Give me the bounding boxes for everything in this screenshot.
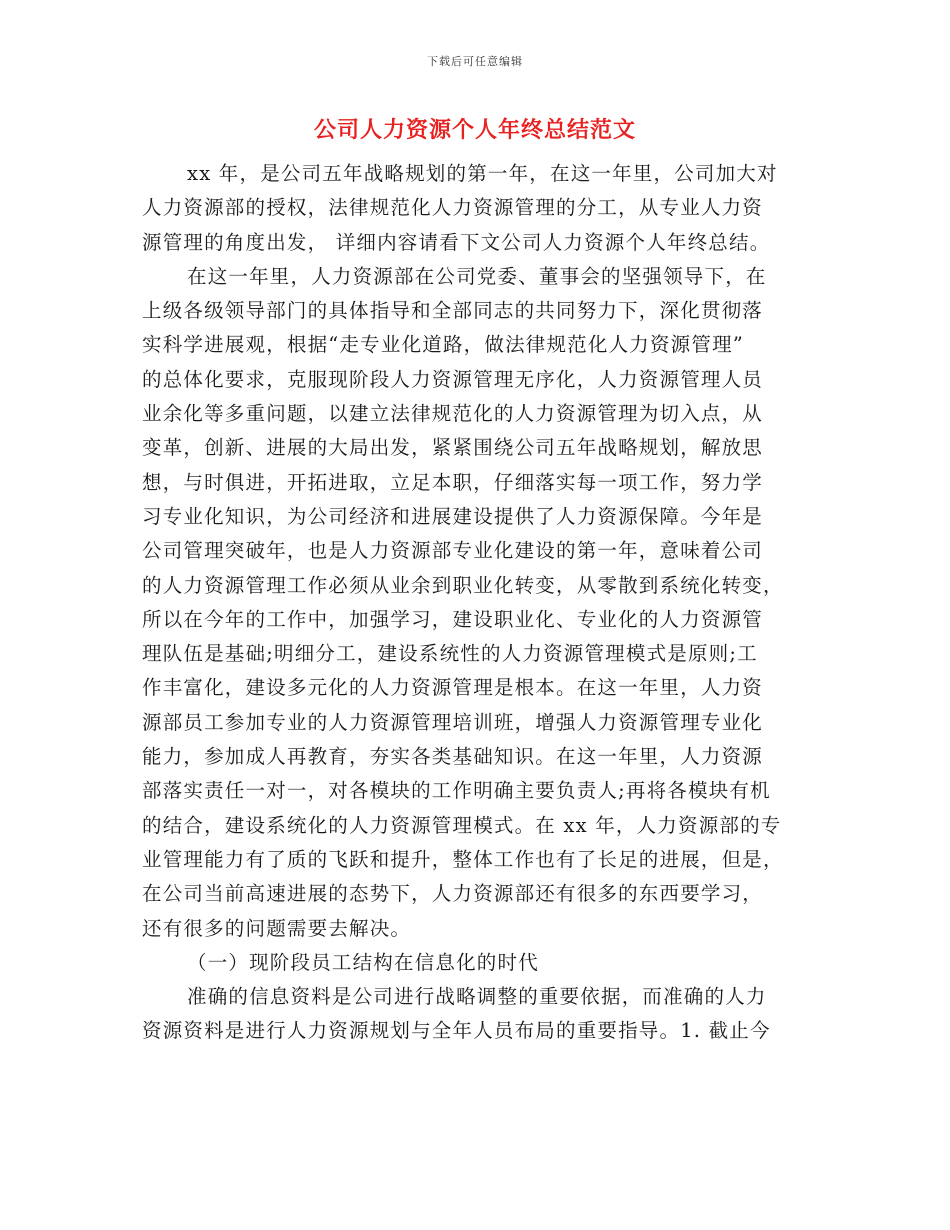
text-line: 的人力资源管理工作必须从业余到职业化转变，从零散到系统化转变， (142, 573, 784, 597)
text-line: 公司管理突破年，也是人力资源部专业化建设的第一年，意味着公司 (142, 539, 764, 563)
text-line: 变革，创新、进展的大局出发，紧紧围绕公司五年战略规划，解放思 (142, 436, 764, 460)
text-line: 作丰富化，建设多元化的人力资源管理是根本。在这一年里，人力资 (142, 676, 764, 700)
text-line: 资源资料是进行人力资源规划与全年人员布局的重要指导。1. 截止今 (142, 1019, 771, 1043)
text-line: xx 年，是公司五年战略规划的第一年，在这一年里，公司加大对 (187, 162, 778, 185)
running-header: 下载后可任意编辑 (427, 55, 523, 68)
text-line: 所以在今年的工作中，加强学习，建设职业化、专业化的人力资源管 (142, 607, 764, 631)
text-line: 业管理能力有了质的飞跃和提升，整体工作也有了长足的进展，但是， (142, 847, 784, 871)
document-body (142, 157, 804, 1049)
text-line: 准确的信息资料是公司进行战略调整的重要依据，而准确的人力 (187, 985, 767, 1009)
text-line: 想，与时俱进，开拓进取，立足本职，仔细落实每一项工作，努力学 (142, 470, 764, 494)
text-line: 的总体化要求，克服现阶段人力资源管理无序化，人力资源管理人员 (142, 367, 764, 391)
text-line: 实科学进展观，根据“走专业化道路，做法律规范化人力资源管理” (142, 333, 744, 357)
document-title: 公司人力资源个人年终总结范文 (313, 117, 636, 143)
text-line: 源管理的角度出发， 详细内容请看下文公司人力资源个人年终总结。 (142, 230, 771, 254)
text-line: 业余化等多重问题，以建立法律规范化的人力资源管理为切入点，从 (142, 402, 764, 426)
text-line: （一）现阶段员工结构在信息化的时代 (187, 950, 539, 974)
text-line: 习专业化知识，为公司经济和进展建设提供了人力资源保障。今年是 (142, 504, 764, 528)
text-line: 还有很多的问题需要去解决。 (142, 916, 412, 940)
text-line: 上级各级领导部门的具体指导和全部同志的共同努力下，深化贯彻落 (142, 299, 764, 323)
text-line: 部落实责任一对一，对各模块的工作明确主要负责人;再将各模块有机 (142, 779, 771, 803)
text-line: 源部员工参加专业的人力资源管理培训班，增强人力资源管理专业化 (142, 710, 764, 734)
text-line: 的结合，建设系统化的人力资源管理模式。在 xx 年，人力资源部的专 (142, 813, 782, 837)
text-line: 在这一年里，人力资源部在公司党委、董事会的坚强领导下，在 (187, 264, 767, 288)
text-line: 人力资源部的授权，法律规范化人力资源管理的分工，从专业人力资 (142, 196, 764, 220)
text-line: 在公司当前高速进展的态势下，人力资源部还有很多的东西要学习， (142, 882, 764, 906)
text-line: 理队伍是基础;明细分工，建设系统性的人力资源管理模式是原则;工 (142, 642, 758, 666)
text-line: 能力，参加成人再教育，夯实各类基础知识。在这一年里，人力资源 (142, 745, 764, 769)
